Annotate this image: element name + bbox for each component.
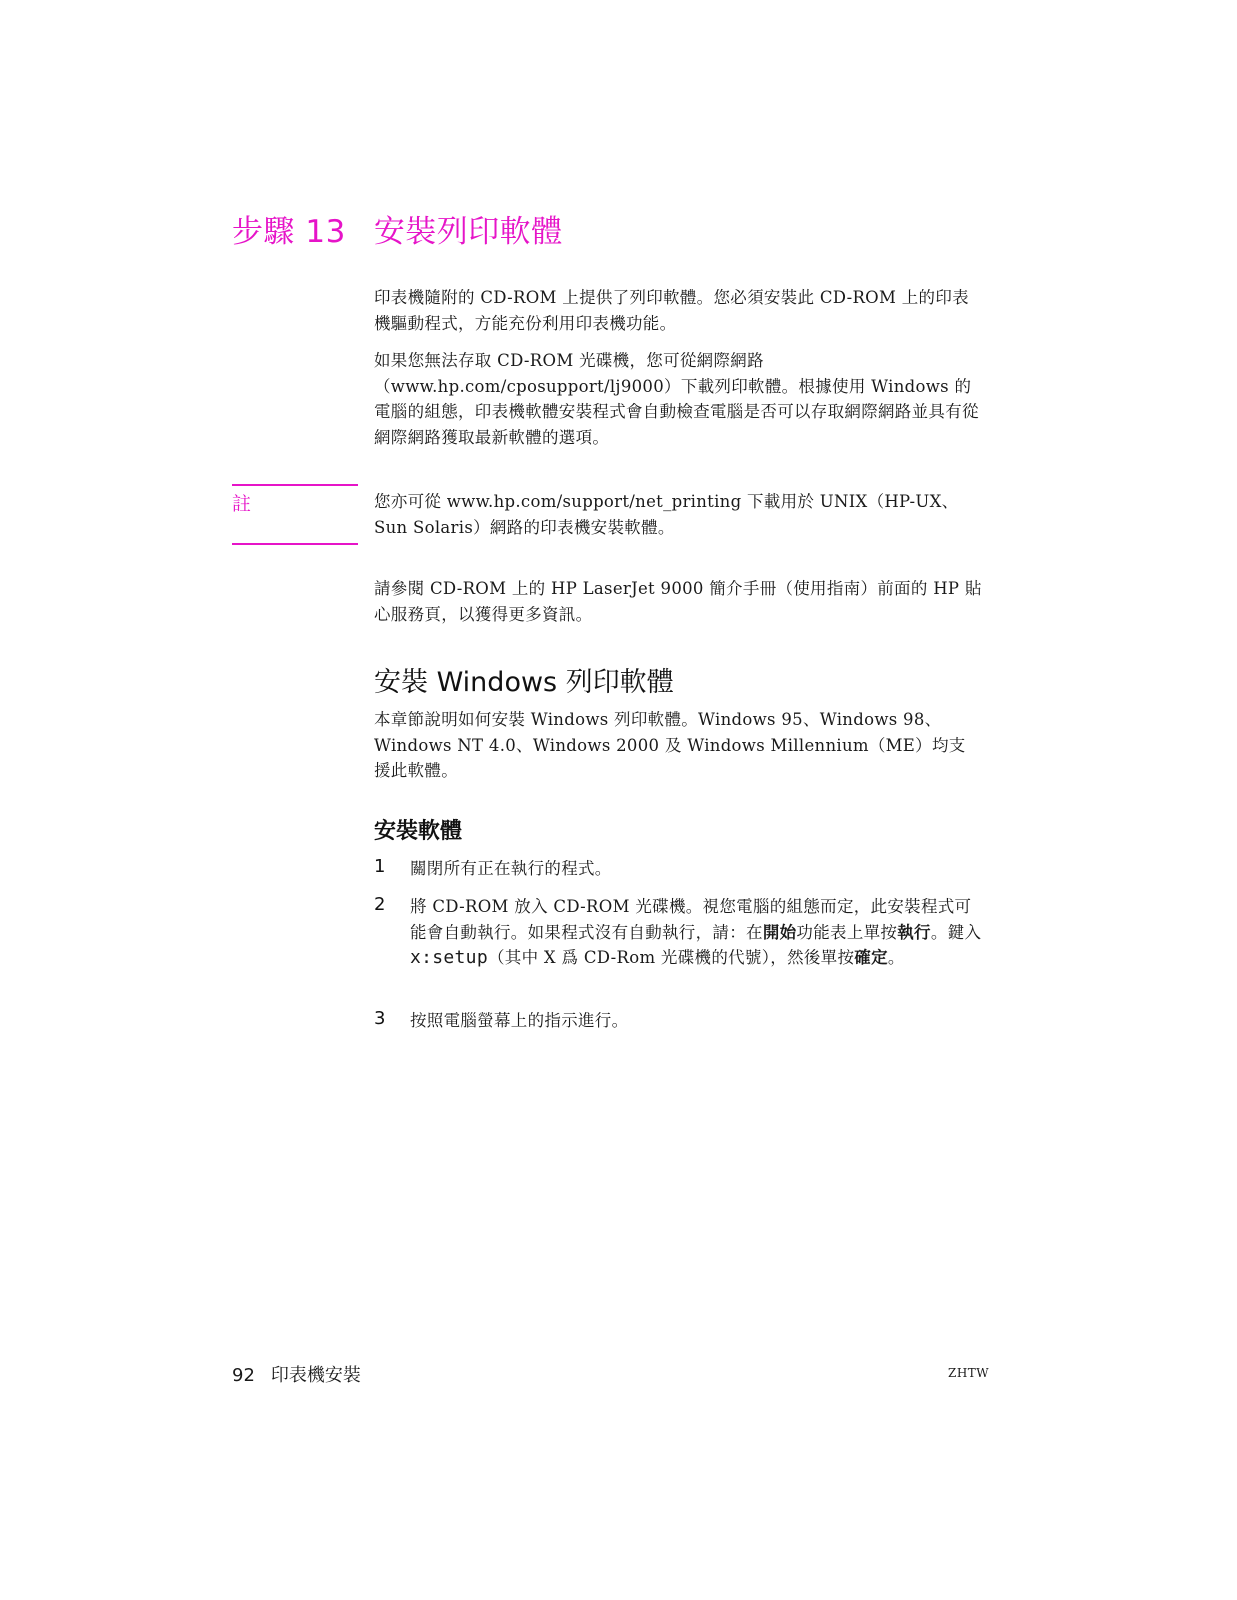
note-label: 註 — [232, 493, 252, 515]
step-2-part-5: 。 — [887, 948, 905, 967]
step-number-2: 2 — [374, 894, 386, 915]
note-bottom-rule — [232, 543, 358, 545]
step-2-part-3: 。鍵入 — [930, 922, 982, 942]
step-label: 步驟 13 — [232, 214, 346, 250]
intro-paragraph-1: 印表機隨附的 CD-ROM 上提供了列印軟體。您必須安裝此 CD-ROM 上的印表機驅動程式，方能充份利用印表機功能。 — [374, 288, 969, 333]
start-menu-term: 開始 — [762, 922, 797, 942]
step-text-3: 按照電腦螢幕上的指示進行。 — [410, 1011, 629, 1030]
windows-section-text: 本章節說明如何安裝 Windows 列印軟體。Windows 95、Windows 98、Windows NT 4.0、Windows 2000 及 Windows Millennium（ME）均支援此軟體。 — [374, 710, 966, 780]
step-number-1: 1 — [374, 856, 386, 877]
step-text-2 — [410, 894, 982, 971]
step-heading — [232, 206, 563, 251]
footer-lang-code: ZHTW — [948, 1366, 990, 1380]
page-number: 92 — [232, 1365, 255, 1386]
step-title: 安裝列印軟體 — [373, 214, 563, 250]
step-number-3: 3 — [374, 1008, 386, 1029]
ok-term: 確定 — [854, 948, 888, 967]
intro-paragraph-2: 如果您無法存取 CD-ROM 光碟機，您可從網際網路（www.hp.com/cposupport/lj9000）下載列印軟體。根據使用 Windows 的電腦的組態，印表機軟體安裝程式會自動檢查電腦是否可以存取網際網路並具有從網際網路獲取最新軟體的選項。 — [374, 351, 979, 447]
install-heading: 安裝軟體 — [374, 819, 463, 844]
note-top-rule — [232, 484, 358, 486]
windows-section-heading: 安裝 Windows 列印軟體 — [374, 667, 674, 698]
reference-paragraph: 請參閱 CD-ROM 上的 HP LaserJet 9000 簡介手冊（使用指南）前面的 HP 貼心服務頁，以獲得更多資訊。 — [374, 579, 982, 624]
footer-section: 印表機安裝 — [270, 1365, 361, 1386]
step-2-part-1: 將 CD-ROM 放入 CD-ROM 光碟機。視您電腦的組態而定，此安裝程式可能會自動執行。如果程式沒有自動執行，請：在 — [410, 897, 972, 942]
run-term: 執行 — [897, 922, 931, 942]
note-text: 您亦可從 www.hp.com/support/net_printing 下載用於 UNIX（HP-UX、Sun Solaris）網路的印表機安裝軟體。 — [374, 492, 959, 537]
setup-command: x:setup — [410, 947, 488, 968]
step-2-part-2: 功能表上單按 — [796, 922, 898, 942]
step-2-part-4: （其中 X 爲 CD-Rom 光碟機的代號），然後單按 — [487, 948, 855, 967]
footer-page-info — [232, 1361, 361, 1387]
step-text-1: 關閉所有正在執行的程式。 — [410, 859, 612, 878]
